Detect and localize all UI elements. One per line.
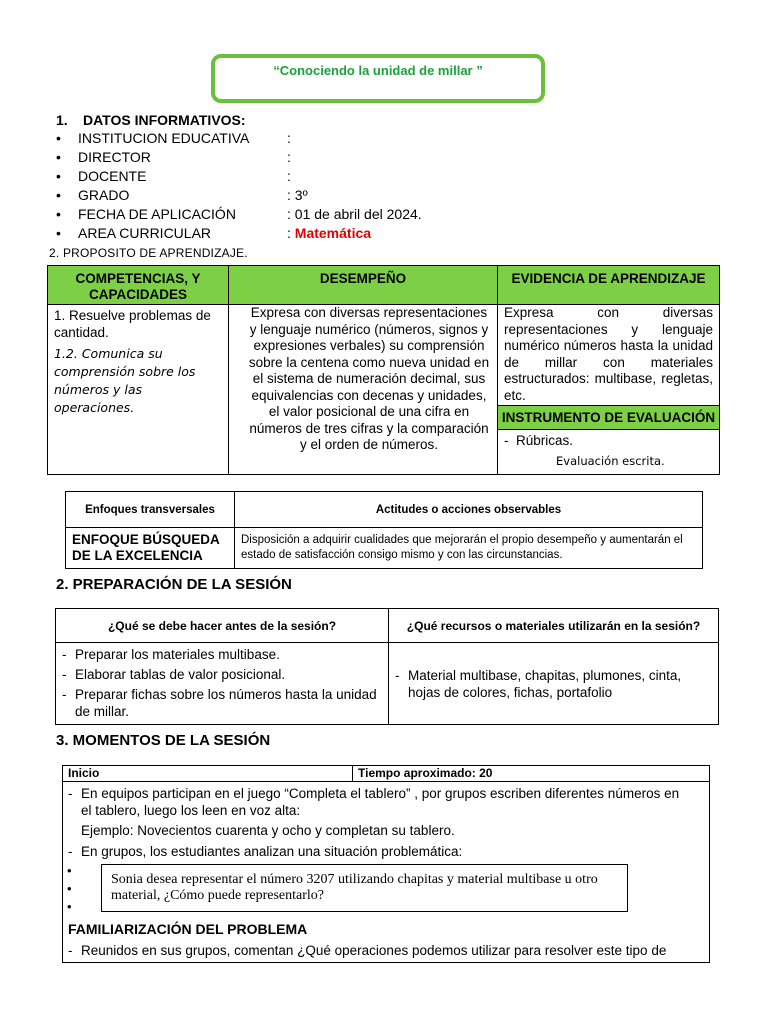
- capacidad-text: 1.2. Comunica su comprensión sobre los números y las operaciones.: [54, 346, 196, 415]
- header-competencias: COMPETENCIAS, Y CAPACIDADES: [48, 266, 229, 305]
- problem-text: Sonia desea representar el número 3207 utilizando chapitas y material multibase u otro material, ¿Cómo puede representarlo?: [111, 872, 598, 903]
- area-value: Matemática: [294, 225, 372, 241]
- datos-heading: [56, 112, 246, 128]
- recursos-1: Material multibase, chapitas, plumones, cinta, hojas de colores, fichas, portafolio: [408, 667, 682, 700]
- desempeno-text: Expresa con diversas representaciones y lenguaje numérico (números, signos y expresiones verbales) su comprensión sobre la centena como nueva unidad en el sistema de numeración decimal, sus equivalencias con decenas y unidades, el valor posicional de una cifra en números de tres cifras y la comparación y el orden de números.: [248, 305, 490, 452]
- header-enfoques: Enfoques transversales: [66, 492, 235, 528]
- bullet-list: [67, 862, 72, 916]
- bullet-icon: •: [67, 863, 72, 878]
- info-row-director: [56, 149, 291, 165]
- bullet-icon: •: [67, 899, 72, 914]
- momento-item-1: - En equipos participan en el juego “Completa el tablero” , por grupos escriben diferentes números en el tablero, luego los leen en voz alta:: [68, 785, 688, 819]
- header-recursos: ¿Qué recursos o materiales utilizarán en la sesión?: [389, 609, 719, 643]
- info-value: :: [287, 130, 291, 146]
- desempeno-cell: [229, 305, 498, 475]
- info-row-grado: [56, 187, 308, 203]
- momento-text-3: Reunidos en sus grupos, comentan ¿Qué operaciones podemos utilizar para resolver este tipo de: [81, 943, 667, 958]
- momentos-header-row: [63, 766, 709, 782]
- preparacion-table: [55, 608, 719, 725]
- momento-item-2: - En grupos, los estudiantes analizan una situación problemática:: [68, 844, 463, 859]
- instrumento-2: Evaluación escrita.: [556, 453, 665, 468]
- actitud-text: Disposición a adquirir cualidades que mejorarán el propio desempeño y aumentarán el estado de satisfacción consigo mismo y con las circunstancias.: [235, 528, 703, 569]
- proposito-table: [47, 265, 720, 475]
- instrumento-cell: [498, 430, 720, 475]
- info-label: AREA CURRICULAR: [78, 225, 212, 241]
- info-row-docente: [56, 168, 291, 184]
- competencia-cell: [48, 305, 229, 475]
- list-item: - Preparar fichas sobre los números hasta la unidad de millar.: [62, 686, 382, 720]
- enfoques-table: [65, 491, 703, 569]
- info-value: : 01 de abril del 2024.: [287, 206, 422, 222]
- header-divider: [352, 766, 353, 781]
- bullet-icon: •: [56, 168, 61, 184]
- bullet-icon: •: [56, 225, 61, 241]
- header-desempeno: DESEMPEÑO: [229, 266, 498, 305]
- info-value: :: [287, 149, 291, 165]
- evidencia-text: Expresa con diversas representaciones y lenguaje numérico números hasta la unidad de millar con materiales estructurados: multibase, regletas, etc.: [504, 305, 713, 403]
- proposito-heading: 2. PROPOSITO DE APRENDIZAJE.: [49, 246, 248, 260]
- problem-box: [101, 864, 628, 912]
- antes-3: Preparar fichas sobre los números hasta la unidad de millar.: [75, 687, 377, 719]
- momentos-box: [62, 765, 710, 963]
- bullet-icon: •: [67, 881, 72, 896]
- inicio-label: Inicio: [68, 766, 100, 780]
- momento-item-3: - Reunidos en sus grupos, comentan ¿Qué operaciones podemos utilizar para resolver este tipo de: [68, 943, 667, 958]
- instrumento-1: Rúbricas.: [516, 433, 574, 448]
- list-item: - Elaborar tablas de valor posicional.: [62, 667, 286, 682]
- list-item: - Preparar los materiales multibase.: [62, 647, 280, 662]
- momento-text-1: En equipos participan en el juego “Completa el tablero” , por grupos escriben diferentes números en el tablero, luego los leen en voz alta:: [81, 786, 680, 818]
- instrumento-item: - Rúbricas.: [504, 433, 574, 448]
- info-value-colon: :: [287, 225, 295, 241]
- momentos-heading: 3. MOMENTOS DE LA SESIÓN: [56, 732, 271, 749]
- header-evidencia: EVIDENCIA DE APRENDIZAJE: [498, 266, 720, 305]
- session-title: “Conociendo la unidad de millar ”: [273, 63, 483, 78]
- bullet-icon: •: [56, 206, 61, 222]
- competencia-text: 1. Resuelve problemas de cantidad.: [54, 308, 211, 340]
- antes-1: Preparar los materiales multibase.: [75, 647, 280, 662]
- header-actitudes: Actitudes o acciones observables: [235, 492, 703, 528]
- tiempo-label: Tiempo aproximado: 20: [358, 766, 493, 780]
- info-value: : 3º: [287, 187, 308, 203]
- title-box: [211, 54, 545, 103]
- info-value: :: [287, 168, 291, 184]
- info-label: FECHA DE APLICACIÓN: [78, 206, 236, 222]
- evidencia-cell: [498, 305, 720, 406]
- info-label: GRADO: [78, 187, 130, 203]
- info-label: DIRECTOR: [78, 149, 151, 165]
- info-label: INSTITUCION EDUCATIVA: [78, 130, 250, 146]
- info-row-institucion: [56, 130, 291, 146]
- antes-cell: [56, 643, 389, 725]
- bullet-icon: •: [56, 130, 61, 146]
- bullet-icon: •: [56, 187, 61, 203]
- header-instrumento: INSTRUMENTO DE EVALUACIÓN: [498, 406, 720, 430]
- list-item: - Material multibase, chapitas, plumones, cinta, hojas de colores, fichas, portafolio: [395, 667, 712, 701]
- recursos-cell: [389, 643, 719, 725]
- header-antes: ¿Qué se debe hacer antes de la sesión?: [56, 609, 389, 643]
- datos-number: 1.: [56, 112, 68, 128]
- antes-2: Elaborar tablas de valor posicional.: [75, 667, 286, 682]
- datos-heading-text: DATOS INFORMATIVOS:: [83, 112, 246, 128]
- familiarizacion-heading: FAMILIARIZACIÓN DEL PROBLEMA: [68, 921, 308, 937]
- info-label: DOCENTE: [78, 168, 147, 184]
- info-row-fecha: [56, 206, 422, 222]
- info-value: [287, 225, 371, 241]
- momento-text-2: En grupos, los estudiantes analizan una situación problemática:: [81, 844, 463, 859]
- preparacion-heading: 2. PREPARACIÓN DE LA SESIÓN: [56, 576, 292, 593]
- bullet-icon: •: [56, 149, 61, 165]
- ejemplo-text: Ejemplo: Novecientos cuarenta y ocho y completan su tablero.: [81, 823, 455, 838]
- info-row-area: [56, 225, 372, 241]
- enfoque-name: ENFOQUE BÚSQUEDA DE LA EXCELENCIA: [66, 528, 235, 569]
